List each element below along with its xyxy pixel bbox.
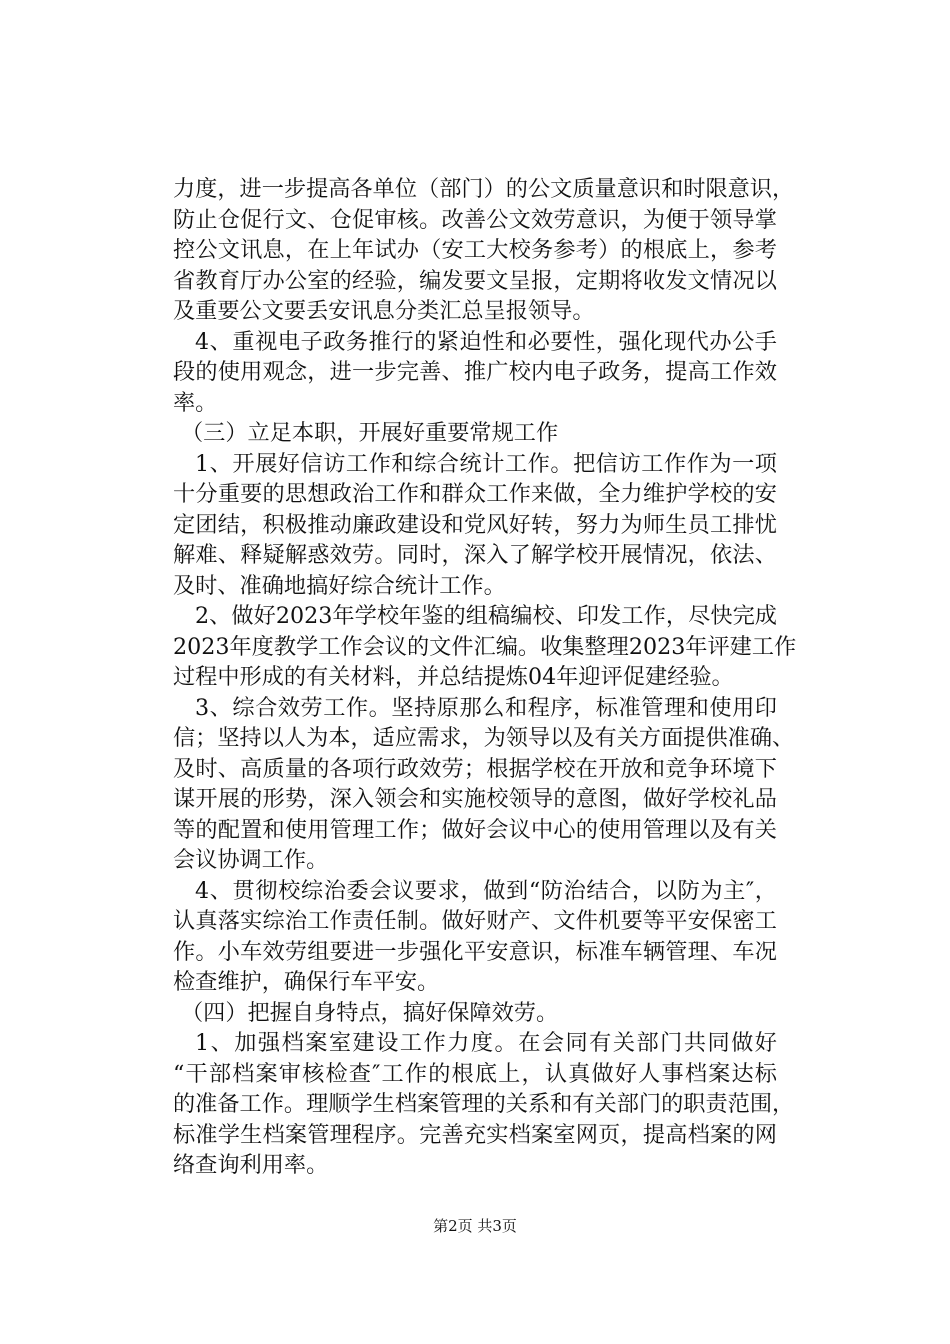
text-line: 2023年度教学工作会议的文件汇编。收集整理2023年评建工作 (173, 633, 797, 660)
text-line: 1、加强档案室建设工作力度。在会同有关部门共同做好 (195, 1030, 777, 1056)
text-line: 信；坚持以人为本，适应需求，为领导以及有关方面提供准确、 (173, 725, 795, 751)
text-line: 1、开展好信访工作和综合统计工作。把信访工作作为一项 (195, 450, 777, 477)
paragraph-security (173, 876, 777, 998)
text-line: 及时、高质量的各项行政效劳；根据学校在开放和竞争环境下 (173, 755, 777, 782)
document-body (173, 174, 797, 1181)
text-line: 的准备工作。理顺学生档案管理的关系和有关部门的职责范围， (173, 1091, 795, 1117)
section-heading-3 (173, 418, 777, 449)
text-line: 标准学生档案管理程序。完善充实档案室网页，提高档案的网 (173, 1121, 777, 1148)
heading-line: （三）立足本职，开展好重要常规工作 (181, 420, 559, 446)
text-line: 定团结，积极推动廉政建设和党风好转，努力为师生员工排忧 (173, 511, 777, 538)
text-line: 及重要公文要丢安讯息分类汇总呈报领导。 (173, 298, 595, 324)
text-line: 及时、准确地搞好综合统计工作。 (173, 572, 506, 599)
text-line: 谋开展的形势，深入领会和实施校领导的意图，做好学校礼品 (173, 786, 777, 812)
paragraph-archives (173, 1028, 795, 1181)
paragraph-petition-work (173, 449, 777, 602)
text-line: 会议协调工作。 (173, 847, 329, 873)
text-line: 率。 (173, 389, 218, 416)
text-line: 过程中形成的有关材料，并总结提炼04年迎评促建经验。 (173, 664, 734, 690)
paragraph-continuation (173, 174, 795, 327)
text-line: 省教育厅办公室的经验，编发要文呈报，定期将收发文情况以 (173, 267, 777, 294)
text-line: 络查询利用率。 (173, 1152, 329, 1178)
text-line: 作。小车效劳组要进一步强化平安意识，标准车辆管理、车况 (173, 938, 777, 965)
page-number-footer: 第2页 共3页 (433, 1217, 517, 1235)
text-line: 控公文讯息，在上年试办（安工大校务参考）的根底上，参考 (173, 237, 777, 263)
paragraph-yearbook (173, 601, 797, 693)
text-line: “干部档案审核检查″工作的根底上，认真做好人事档案达标 (173, 1060, 777, 1087)
text-line: 认真落实综治工作责任制。做好财产、文件机要等平安保密工 (173, 908, 777, 934)
text-line: 十分重要的思想政治工作和群众工作来做，全力维护学校的安 (173, 481, 777, 507)
text-line: 4、重视电子政务推行的紧迫性和必要性，强化现代办公手 (195, 328, 777, 355)
text-line: 解难、释疑解惑效劳。同时，深入了解学校开展情况，依法、 (173, 542, 777, 568)
text-line: 力度，进一步提高各单位（部门）的公文质量意识和时限意识， (173, 176, 795, 202)
paragraph-general-service (173, 693, 795, 876)
heading-line: （四）把握自身特点，搞好保障效劳。 (181, 999, 559, 1026)
text-line: 4、贯彻校综治委会议要求，做到“防治结合，以防为主″， (195, 877, 777, 904)
section-heading-4 (173, 998, 777, 1029)
text-line: 防止仓促行文、仓促审核。改善公文效劳意识，为便于领导掌 (173, 206, 777, 233)
text-line: 检查维护，确保行车平安。 (173, 969, 440, 995)
text-line: 2、做好2023年学校年鉴的组稿编校、印发工作，尽快完成 (195, 603, 777, 629)
text-line: 等的配置和使用管理工作；做好会议中心的使用管理以及有关 (173, 816, 777, 843)
paragraph-e-government (173, 327, 777, 419)
text-line: 3、综合效劳工作。坚持原那么和程序，标准管理和使用印 (195, 694, 777, 721)
text-line: 段的使用观念，进一步完善、推广校内电子政务，提高工作效 (173, 359, 777, 385)
